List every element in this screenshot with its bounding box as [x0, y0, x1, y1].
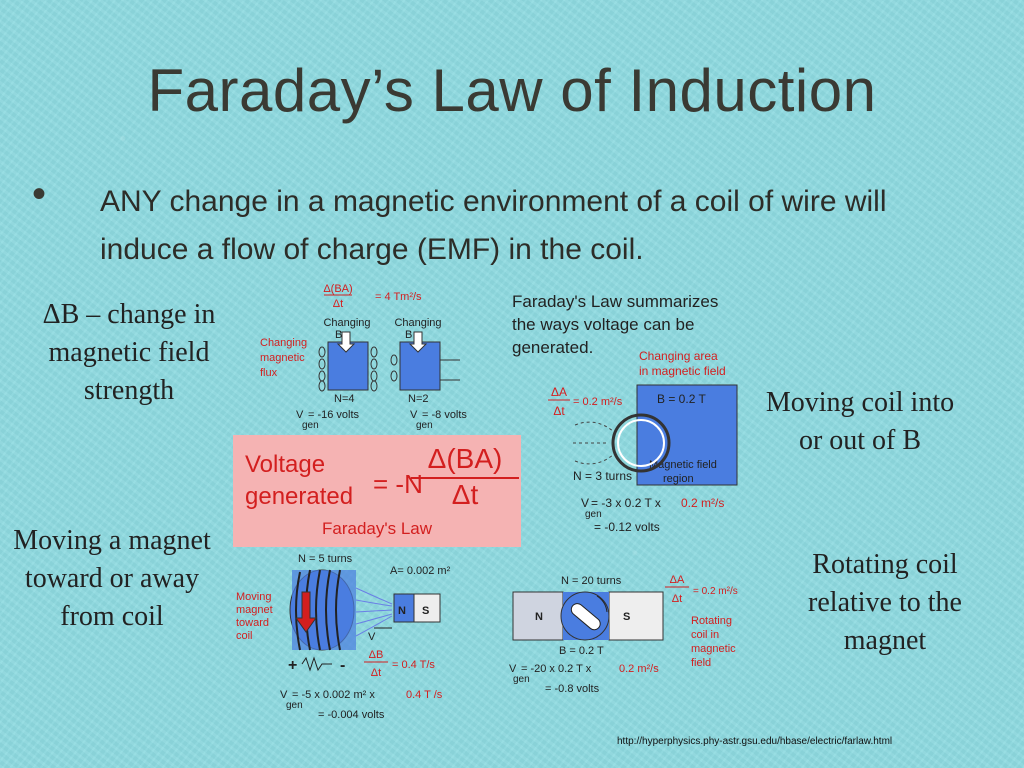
d3-area: A= 0.002 m² [390, 565, 451, 577]
d4-side-line: magnetic [691, 643, 736, 655]
d1-v1-sub: gen [302, 420, 319, 430]
d1-n2: N=2 [408, 393, 429, 405]
d3-v: V [280, 689, 288, 701]
d1-side-line: magnetic [260, 352, 305, 364]
d4-v: V [509, 663, 517, 675]
source-url: http://hyperphysics.phy-astr.gsu.edu/hbase/electric/farlaw.html [617, 736, 893, 747]
diagram-changing-b [250, 280, 500, 430]
law-caption: Faraday's Law [321, 519, 433, 538]
d3-field-lines [356, 588, 392, 636]
d2-area-label [639, 349, 726, 378]
summary-line: the ways voltage can be [512, 315, 695, 334]
d3-turns: N = 5 turns [298, 553, 353, 565]
d4-n: N [535, 611, 543, 623]
label-moving-magnet: Moving a magnet toward or away from coil [13, 525, 211, 632]
d1-b-2: B [405, 329, 413, 341]
bullet-marker: • [32, 172, 47, 216]
d2-region-line: Magnetic field [649, 459, 717, 471]
d1-v2-val: = -8 volts [422, 409, 467, 421]
d3-resistor-icon [302, 658, 332, 670]
law-fraction [411, 443, 519, 511]
slide-title: Faraday’s Law of Induction [147, 57, 877, 124]
d3-v-arrow: V [368, 631, 376, 643]
summary-line: generated. [512, 338, 594, 357]
d4-side-line: field [691, 657, 712, 669]
d1-v2-sub: gen [416, 420, 433, 430]
faraday-law-box [233, 435, 521, 547]
d4-da: ΔA [669, 574, 685, 586]
d4-turns: N = 20 turns [561, 575, 622, 587]
d2-motion-lines [573, 422, 613, 464]
d2-area-line: Changing area [639, 349, 718, 363]
d1-rate-value: = 4 Tm²/s [375, 291, 422, 303]
d1-changing-1: Changing [323, 317, 371, 329]
law-denominator: Δt [451, 479, 479, 510]
d2-v-eq: = -3 x 0.2 T x [591, 496, 661, 510]
d3-side-line: toward [236, 617, 270, 629]
summary-line: Faraday's Law summarizes [512, 292, 719, 311]
label-rotating-coil: Rotating coil relative to the magnet [808, 549, 962, 656]
d2-region-line: region [663, 473, 694, 485]
d1-side-line: Changing [260, 337, 308, 349]
d3-rate: = 0.4 T/s [392, 659, 435, 671]
d2-da: ΔA [550, 385, 568, 399]
d2-area-line: in magnetic field [639, 364, 726, 378]
label-delta-b: ΔB – change in magnetic field strength [42, 299, 216, 406]
d3-side-label [236, 591, 276, 642]
d1-v1: V [296, 409, 304, 421]
diagram-moving-magnet [232, 548, 477, 724]
d3-v-eq: = -5 x 0.002 m² x [292, 689, 375, 701]
d1-side-label [260, 337, 310, 379]
d3-side-line: magnet [236, 604, 273, 616]
d4-dt: Δt [671, 593, 683, 605]
d1-side-line: flux [260, 367, 278, 379]
d2-v-sub: gen [585, 509, 602, 520]
d3-side-line: Moving [236, 591, 272, 603]
law-generated-word: generated [245, 483, 354, 510]
d3-v-sub: gen [286, 700, 303, 711]
d4-magnet-south [609, 592, 663, 640]
d4-s: S [623, 611, 631, 623]
law-voltage-word: Voltage [245, 451, 326, 478]
diagram-rotating-coil [505, 568, 780, 696]
d4-side-line: Rotating [691, 615, 732, 627]
d2-turns: N = 3 turns [573, 469, 633, 483]
law-numerator: Δ(BA) [411, 443, 519, 479]
d3-n: N [398, 605, 406, 617]
law-lhs [245, 449, 353, 513]
diagram-moving-coil [545, 345, 755, 537]
d4-b: B = 0.2 T [559, 645, 604, 657]
d2-v-eq-red: 0.2 m²/s [681, 496, 725, 510]
d1-changing-2: Changing [394, 317, 442, 329]
d3-side-line: coil [236, 630, 253, 642]
d1-v2: V [410, 409, 418, 421]
d2-v: V [581, 496, 590, 510]
d4-v-sub: gen [513, 674, 530, 685]
d3-minus: - [340, 657, 346, 674]
d3-s: S [422, 605, 430, 617]
d4-rate: = 0.2 m²/s [693, 586, 738, 597]
d4-v-eq: = -20 x 0.2 T x [521, 663, 592, 675]
d1-n1: N=4 [334, 393, 355, 405]
d1-b-1: B [335, 329, 343, 341]
d2-dt: Δt [553, 404, 565, 418]
d1-rate-num: Δ(BA) [323, 283, 353, 295]
d4-side-label [691, 615, 739, 669]
d4-side-line: coil in [691, 629, 720, 641]
bullet-text: ANY change in a magnetic environment of a coil of wire will induce a flow of charge (EMF) in the coil. [100, 185, 887, 266]
d3-plus: + [288, 657, 298, 674]
label-moving-coil: Moving coil into or out of B [765, 387, 955, 456]
d1-v1-val: = -16 volts [308, 409, 360, 421]
d3-v-result: = -0.004 volts [318, 709, 385, 721]
d4-v-eq-red: 0.2 m²/s [619, 663, 659, 675]
d2-b: B = 0.2 T [657, 392, 706, 406]
d2-rate: = 0.2 m²/s [573, 396, 623, 408]
d3-dt: Δt [370, 667, 382, 679]
d3-db: ΔB [368, 649, 384, 661]
law-equals: = -N [373, 469, 423, 499]
d2-v-result: = -0.12 volts [594, 520, 660, 534]
d3-v-eq-red: 0.4 T /s [406, 689, 443, 701]
d4-v-result: = -0.8 volts [545, 683, 600, 695]
d1-rate-den: Δt [332, 298, 344, 310]
